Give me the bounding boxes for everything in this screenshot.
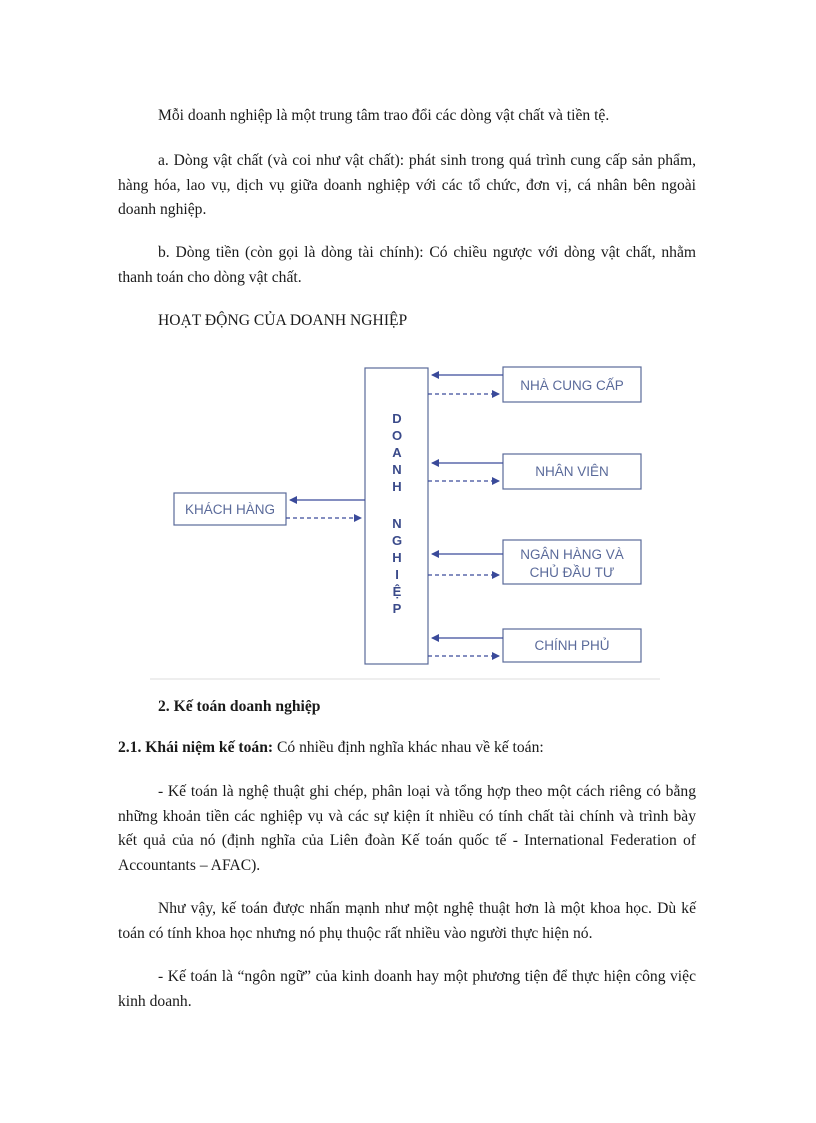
diagram-title: HOẠT ĐỘNG CỦA DOANH NGHIỆP: [158, 312, 408, 329]
paragraph-intro: Mỗi doanh nghiệp là một trung tâm trao đổi các dòng vật chất và tiền tệ.: [158, 107, 610, 124]
center-letter: O: [391, 428, 403, 443]
center-letter: N: [392, 516, 402, 531]
center-letter: Ệ: [392, 584, 402, 599]
paragraph-definition-ifac: - Kế toán là nghệ thuật ghi chép, phân loại và tổng hợp theo một cách riêng có bằng những khoản tiền các nghiệp vụ và các sự kiện ít nhiều có tính chất tài chính và trình bày kết quả của nó (định nghĩa của Liên đoàn Kế toán quốc tế - International Federation of Accountants – AFAC).: [118, 783, 696, 874]
paragraph-material-flow: a. Dòng vật chất (và coi như vật chất): phát sinh trong quá trình cung cấp sản phẩm, hàng hóa, lao vụ, dịch vụ giữa doanh nghiệp với các tổ chức, đơn vị, cá nhân bên ngoài doanh nghiệp.: [118, 152, 696, 218]
center-letter: P: [392, 601, 402, 616]
center-letter: I: [395, 567, 399, 582]
subsection-label: 2.1. Khái niệm kế toán:: [118, 739, 274, 756]
label-chinh-phu: CHÍNH PHỦ: [534, 638, 610, 653]
center-letter: D: [392, 411, 402, 426]
paragraph-language-of-business: - Kế toán là “ngôn ngữ” của kinh doanh hay một phương tiện để thực hiện công việc kinh doanh.: [118, 968, 696, 1010]
subsection-definition: [118, 736, 696, 761]
label-ngan-hang-line2: CHỦ ĐẦU TƯ: [529, 565, 615, 580]
label-khach-hang: KHÁCH HÀNG: [184, 502, 276, 517]
center-letter: H: [392, 479, 402, 494]
subsection-text: Có nhiều định nghĩa khác nhau về kế toán:: [273, 739, 544, 756]
label-ngan-hang-line1: NGÂN HÀNG VÀ: [520, 547, 624, 562]
center-letter: H: [392, 550, 402, 565]
center-letter: G: [391, 533, 403, 548]
label-nha-cung-cap: NHÀ CUNG CẤP: [520, 378, 624, 393]
label-nhan-vien: NHÂN VIÊN: [535, 464, 609, 479]
section-heading: 2. Kế toán doanh nghiệp: [158, 698, 321, 715]
center-letter: N: [392, 462, 402, 477]
paragraph-art-vs-science: Như vậy, kế toán được nhấn mạnh như một nghệ thuật hơn là một khoa học. Dù kế toán có tính khoa học nhưng nó phụ thuộc rất nhiều vào người thực hiện nó.: [118, 900, 696, 942]
center-letter: A: [392, 445, 402, 460]
paragraph-money-flow: b. Dòng tiền (còn gọi là dòng tài chính): Có chiều ngược với dòng vật chất, nhằm thanh toán cho dòng vật chất.: [118, 244, 696, 286]
